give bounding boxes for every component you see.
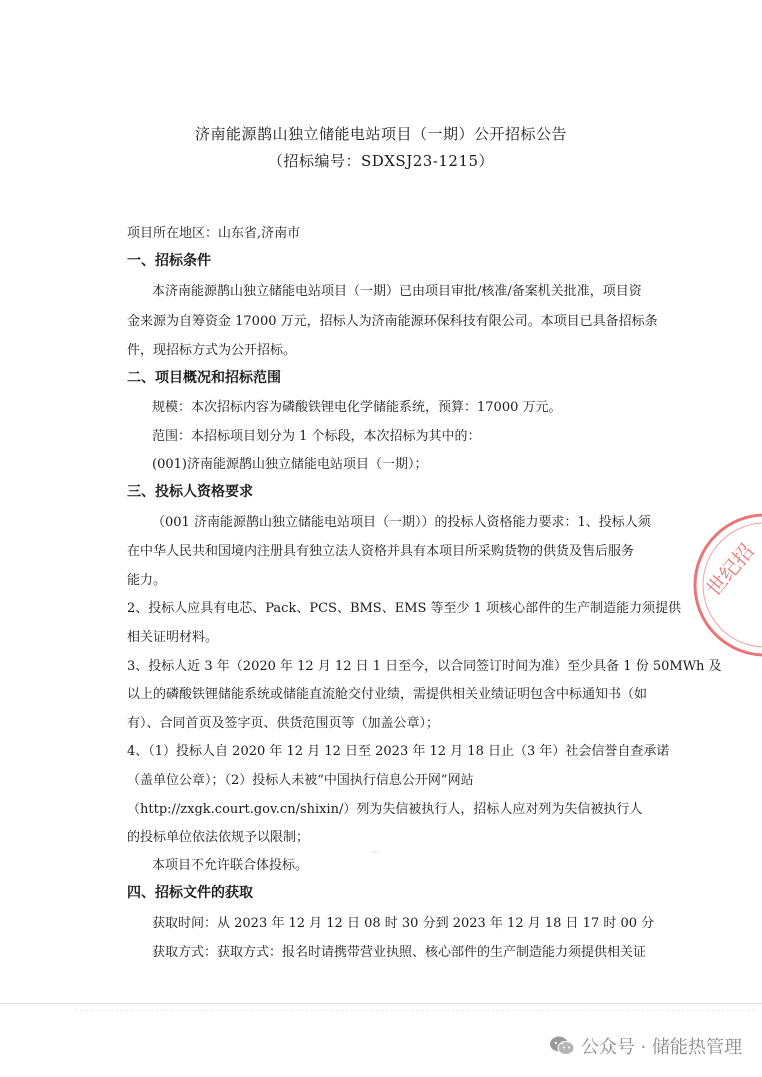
paragraph-line: 本项目不允许联合体投标。	[152, 858, 309, 873]
watermark-text: 公众号 · 储能热管理	[580, 1037, 742, 1058]
tender-number: （招标编号：SDXSJ23-1215）	[267, 152, 495, 170]
page-edge-line	[0, 1003, 762, 1004]
company-seal-stamp	[690, 510, 762, 660]
section-heading: 三、投标人资格要求	[127, 484, 253, 500]
paragraph-line: （001 济南能源鹊山独立储能电站项目（一期））的投标人资格能力要求：1、投标人须	[152, 515, 651, 530]
paragraph-line: 获取方式：获取方式：报名时请携带营业执照、核心部件的生产制造能力须提供相关证	[152, 945, 647, 960]
paragraph-line: 4、（1）投标人自 2020 年 12 月 12 日至 2023 年 12 月 18 日止（3 年）社会信誉自查承诺	[127, 744, 670, 759]
svg-text:世纪招: 世纪招	[701, 539, 759, 601]
paragraph-line: 件，现招标方式为公开招标。	[127, 343, 297, 358]
paragraph-line: 能力。	[127, 573, 167, 588]
paragraph-line: 相关证明材料。	[127, 630, 219, 645]
paragraph-line: 2、投标人应具有电芯、Pack、PCS、BMS、EMS 等至少 1 项核心部件的生产制造能力须提供	[127, 601, 682, 616]
wechat-watermark	[549, 1032, 742, 1060]
paragraph-line: （盖单位公章）；（2）投标人未被“中国执行信息公开网”网站	[127, 773, 474, 788]
paragraph-line: 以上的磷酸铁锂储能系统或储能直流舱交付业绩，需提供相关业绩证明包含中标通知书（如	[127, 687, 648, 702]
paragraph-line: 3、投标人近 3 年（2020 年 12 月 12 日 1 日至今，以合同签订时间为准）至少具备 1 份 50MWh 及	[127, 659, 722, 674]
paragraph-line: 获取时间：从 2023 年 12 月 12 日 08 时 30 分到 2023 年 12 月 18 日 17 时 00 分	[152, 916, 655, 931]
paragraph-line: 在中华人民共和国境内注册具有独立法人资格并具有本项目所采购货物的供货及售后服务	[127, 544, 635, 559]
paragraph-line: 范围：本招标项目划分为 1 个标段，本次招标为其中的：	[152, 429, 481, 444]
paragraph-line: 规模：本次招标内容为磷酸铁锂电化学储能系统，预算：17000 万元。	[152, 400, 562, 415]
paragraph-line: 本济南能源鹊山独立储能电站项目（一期）已由项目审批/核准/备案机关批准，项目资	[152, 284, 642, 299]
paragraph-line: 有）、合同首页及签字页、供货范围页等（加盖公章）；	[127, 716, 440, 731]
paragraph-line: 的投标单位依法依规予以限制；	[127, 830, 310, 845]
page-edge-line	[75, 1010, 755, 1011]
paragraph-line: （http://zxgk.court.gov.cn/shixin/）列为失信被执行人，招标人应对列为失信被执行人	[127, 802, 643, 817]
section-heading: 四、招标文件的获取	[127, 885, 253, 901]
paragraph-line: (001)济南能源鹊山独立储能电站项目（一期）；	[152, 457, 428, 472]
scan-artifact: ᐧᐧᐧ	[372, 849, 380, 856]
paragraph-line: 金来源为自筹资金 17000 万元，招标人为济南能源环保科技有限公司。本项目已具备招标条	[127, 314, 658, 329]
document-title: 济南能源鹊山独立储能电站项目（一期）公开招标公告	[194, 125, 567, 143]
project-location: 项目所在地区：山东省,济南市	[127, 226, 301, 241]
section-heading: 二、项目概况和招标范围	[127, 370, 281, 386]
section-heading: 一、招标条件	[127, 253, 211, 269]
wechat-icon	[549, 1035, 575, 1057]
